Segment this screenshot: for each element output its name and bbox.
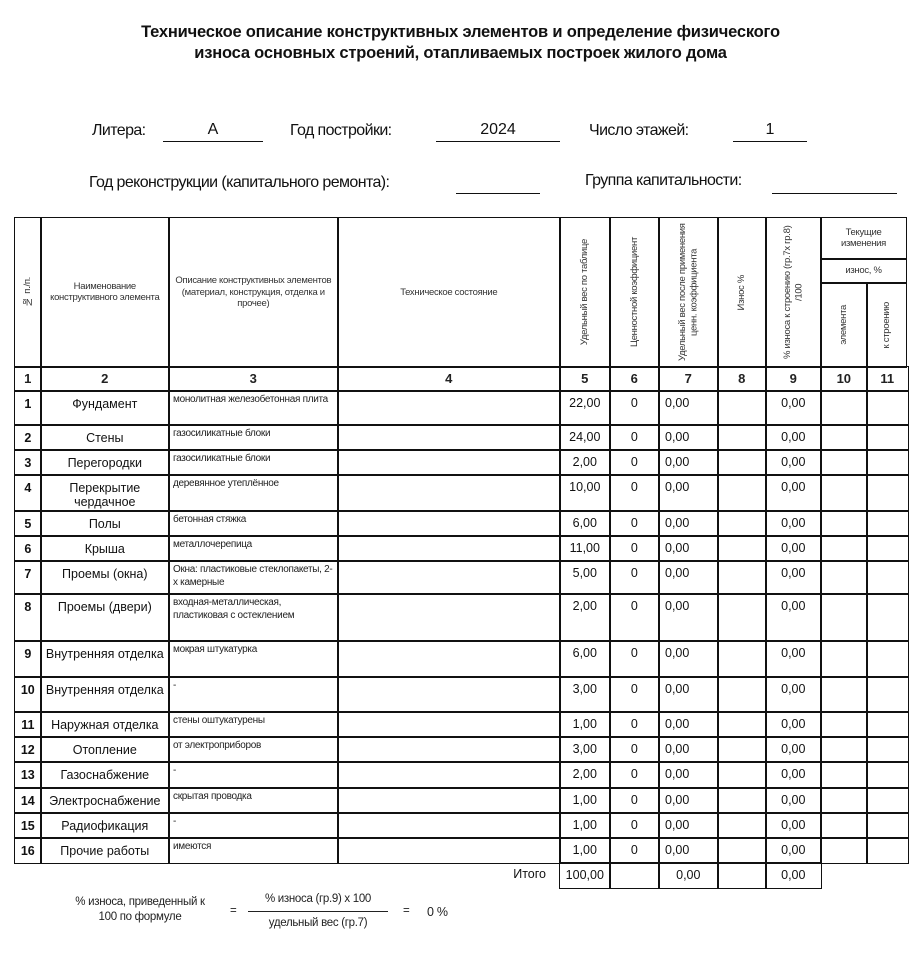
table-cell-specific-weight: 2,00 <box>559 449 611 476</box>
table-cell-building-wear <box>866 593 909 642</box>
table-cell-element-name: Внутренняя отделка <box>40 640 170 678</box>
table-cell-adjusted-weight: 0,00 <box>658 736 719 763</box>
table-cell-building-wear <box>866 560 909 595</box>
table-cell-adjusted-weight: 0,00 <box>658 812 719 839</box>
table-cell-adjusted-weight: 0,00 <box>658 640 719 678</box>
table-cell-wear-to-building: 0,00 <box>765 535 822 562</box>
table-cell-element-wear <box>820 711 868 738</box>
table-cell-building-wear <box>866 711 909 738</box>
total-adjusted-weight: 0,00 <box>658 862 719 889</box>
header-wear-sub: износ, % <box>820 258 907 284</box>
header-description: Описание конструктивных элементов (материал, конструкция, отделка и прочее) <box>168 217 339 368</box>
year-built-field[interactable]: 2024 <box>436 120 560 142</box>
table-cell-wear-percent <box>717 676 767 713</box>
table-cell-wear-to-building: 0,00 <box>765 474 822 512</box>
column-number-specific-weight: 5 <box>559 366 611 392</box>
table-cell-building-wear <box>866 736 909 763</box>
table-cell-row-number: 6 <box>14 535 42 562</box>
table-cell-wear-percent <box>717 474 767 512</box>
table-cell-description: - <box>168 812 339 839</box>
table-cell-wear-percent <box>717 560 767 595</box>
header-element-name: Наименование конструктивного элемента <box>40 217 170 368</box>
table-cell-description: скрытая проводка <box>168 787 339 814</box>
table-cell-adjusted-weight: 0,00 <box>658 676 719 713</box>
table-cell-row-number: 14 <box>14 787 42 814</box>
table-cell-description: бетонная стяжка <box>168 510 339 537</box>
table-cell-element-name: Стены <box>40 424 170 451</box>
table-cell-element-name: Фундамент <box>40 390 170 426</box>
table-cell-wear-to-building: 0,00 <box>765 560 822 595</box>
title-line-1: Техническое описание конструктивных элементов и определение физического <box>141 23 780 41</box>
column-number-adjusted-weight: 7 <box>658 366 719 392</box>
table-cell-value-coefficient: 0 <box>609 787 660 814</box>
table-cell-row-number: 9 <box>14 640 42 678</box>
table-cell-wear-percent <box>717 424 767 451</box>
table-cell-value-coefficient: 0 <box>609 449 660 476</box>
year-built-label: Год постройки: <box>290 122 392 139</box>
table-cell-building-wear <box>866 535 909 562</box>
litera-field[interactable]: А <box>163 120 263 142</box>
column-number-element-wear: 10 <box>820 366 868 392</box>
table-cell-specific-weight: 1,00 <box>559 711 611 738</box>
table-cell-description: газосиликатные блоки <box>168 424 339 451</box>
table-cell-description: металлочерепица <box>168 535 339 562</box>
table-cell-wear-percent <box>717 787 767 814</box>
table-cell-value-coefficient: 0 <box>609 812 660 839</box>
floors-field[interactable]: 1 <box>733 120 807 142</box>
table-cell-row-number: 15 <box>14 812 42 839</box>
table-cell-description: имеются <box>168 837 339 864</box>
table-cell-element-wear <box>820 424 868 451</box>
table-cell-value-coefficient: 0 <box>609 837 660 864</box>
table-cell-element-wear <box>820 510 868 537</box>
table-cell-element-name: Электроснабжение <box>40 787 170 814</box>
table-cell-row-number: 12 <box>14 736 42 763</box>
table-cell-value-coefficient: 0 <box>609 510 660 537</box>
table-cell-value-coefficient: 0 <box>609 474 660 512</box>
table-cell-element-wear <box>820 390 868 426</box>
table-cell-value-coefficient: 0 <box>609 711 660 738</box>
header-row-number: № п./п. <box>14 217 42 368</box>
table-cell-element-name: Крыша <box>40 535 170 562</box>
table-cell-technical-state[interactable] <box>337 510 561 537</box>
table-cell-value-coefficient: 0 <box>609 593 660 642</box>
table-cell-row-number: 11 <box>14 711 42 738</box>
table-cell-specific-weight: 1,00 <box>559 837 611 864</box>
table-cell-adjusted-weight: 0,00 <box>658 787 719 814</box>
table-cell-specific-weight: 24,00 <box>559 424 611 451</box>
column-number-wear-to-building: 9 <box>765 366 822 392</box>
table-cell-element-name: Перекрытие чердачное <box>40 474 170 512</box>
fraction-line <box>248 911 388 912</box>
total-wear-percent <box>717 862 767 889</box>
table-cell-element-name: Перегородки <box>40 449 170 476</box>
table-cell-element-name: Проемы (двери) <box>40 593 170 642</box>
table-cell-technical-state[interactable] <box>337 711 561 738</box>
table-cell-wear-percent <box>717 449 767 476</box>
formula-label <box>60 896 220 923</box>
table-cell-description: - <box>168 761 339 789</box>
table-cell-building-wear <box>866 837 909 864</box>
litera-label: Литера: <box>92 122 146 139</box>
table-cell-specific-weight: 11,00 <box>559 535 611 562</box>
table-cell-value-coefficient: 0 <box>609 761 660 789</box>
table-cell-description: деревянное утеплённое <box>168 474 339 512</box>
table-cell-technical-state[interactable] <box>337 787 561 814</box>
table-cell-wear-percent <box>717 761 767 789</box>
table-cell-wear-to-building: 0,00 <box>765 711 822 738</box>
table-cell-wear-to-building: 0,00 <box>765 449 822 476</box>
table-cell-technical-state[interactable] <box>337 736 561 763</box>
table-cell-row-number: 4 <box>14 474 42 512</box>
column-number-building-wear: 11 <box>866 366 909 392</box>
table-cell-wear-to-building: 0,00 <box>765 837 822 864</box>
table-cell-row-number: 7 <box>14 560 42 595</box>
table-cell-building-wear <box>866 510 909 537</box>
table-cell-building-wear <box>866 812 909 839</box>
column-number-description: 3 <box>168 366 339 392</box>
table-cell-description: монолитная железобетонная плита <box>168 390 339 426</box>
table-cell-wear-percent <box>717 736 767 763</box>
table-cell-element-wear <box>820 676 868 713</box>
table-cell-technical-state[interactable] <box>337 449 561 476</box>
header-wear-percent: Износ % <box>717 217 767 368</box>
table-cell-wear-to-building: 0,00 <box>765 761 822 789</box>
table-cell-building-wear <box>866 424 909 451</box>
table-cell-wear-percent <box>717 390 767 426</box>
table-cell-element-wear <box>820 535 868 562</box>
table-cell-adjusted-weight: 0,00 <box>658 424 719 451</box>
table-cell-adjusted-weight: 0,00 <box>658 711 719 738</box>
equals-sign-2: = <box>403 905 410 917</box>
table-cell-element-wear <box>820 640 868 678</box>
equals-sign-1: = <box>230 905 237 917</box>
table-cell-technical-state[interactable] <box>337 535 561 562</box>
table-cell-value-coefficient: 0 <box>609 676 660 713</box>
formula-label-line-1: % износа, приведенный к <box>75 896 205 908</box>
table-cell-element-wear <box>820 837 868 864</box>
table-cell-element-wear <box>820 560 868 595</box>
table-cell-element-name: Отопление <box>40 736 170 763</box>
formula-numerator: % износа (гр.9) х 100 <box>264 893 372 905</box>
table-cell-building-wear <box>866 640 909 678</box>
table-cell-adjusted-weight: 0,00 <box>658 560 719 595</box>
table-cell-technical-state[interactable] <box>337 593 561 642</box>
table-cell-wear-percent <box>717 510 767 537</box>
table-cell-wear-percent <box>717 711 767 738</box>
formula-result: 0 % <box>427 905 448 919</box>
table-cell-value-coefficient: 0 <box>609 535 660 562</box>
table-cell-building-wear <box>866 761 909 789</box>
table-cell-value-coefficient: 0 <box>609 424 660 451</box>
table-cell-building-wear <box>866 474 909 512</box>
table-cell-technical-state[interactable] <box>337 640 561 678</box>
table-cell-wear-to-building: 0,00 <box>765 812 822 839</box>
table-cell-building-wear <box>866 449 909 476</box>
header-current-changes: Текущие изменения <box>820 217 907 260</box>
table-cell-adjusted-weight: 0,00 <box>658 535 719 562</box>
table-cell-row-number: 13 <box>14 761 42 789</box>
header-adjusted-weight: Удельный вес после применения ценн. коэффициента <box>658 217 719 368</box>
table-cell-adjusted-weight: 0,00 <box>658 474 719 512</box>
table-cell-element-name: Проемы (окна) <box>40 560 170 595</box>
table-cell-element-name: Радиофикация <box>40 812 170 839</box>
table-cell-building-wear <box>866 676 909 713</box>
table-cell-technical-state[interactable] <box>337 837 561 864</box>
table-cell-element-wear <box>820 761 868 789</box>
table-cell-adjusted-weight: 0,00 <box>658 449 719 476</box>
table-cell-element-wear <box>820 812 868 839</box>
header-technical-state: Техническое состояние <box>337 217 561 368</box>
total-wear-to-building: 0,00 <box>765 862 822 889</box>
table-cell-building-wear <box>866 787 909 814</box>
table-cell-element-name: Прочие работы <box>40 837 170 864</box>
table-cell-element-name: Газоснабжение <box>40 761 170 789</box>
table-cell-value-coefficient: 0 <box>609 736 660 763</box>
table-cell-element-wear <box>820 593 868 642</box>
table-cell-row-number: 3 <box>14 449 42 476</box>
table-cell-row-number: 1 <box>14 390 42 426</box>
header-wear-to-building: % износа к строению (гр.7х гр.8) /100 <box>765 217 822 368</box>
total-specific-weight: 100,00 <box>559 862 611 889</box>
table-cell-wear-to-building: 0,00 <box>765 510 822 537</box>
table-cell-specific-weight: 2,00 <box>559 593 611 642</box>
table-cell-specific-weight: 6,00 <box>559 510 611 537</box>
table-cell-row-number: 8 <box>14 593 42 642</box>
table-cell-specific-weight: 6,00 <box>559 640 611 678</box>
table-cell-adjusted-weight: 0,00 <box>658 593 719 642</box>
table-cell-description: - <box>168 676 339 713</box>
table-cell-technical-state[interactable] <box>337 474 561 512</box>
total-label: Итого <box>513 867 546 881</box>
table-cell-specific-weight: 3,00 <box>559 676 611 713</box>
table-cell-wear-percent <box>717 837 767 864</box>
table-cell-description: входная-металлическая, пластиковая с остеклением <box>168 593 339 642</box>
table-cell-wear-to-building: 0,00 <box>765 424 822 451</box>
table-cell-description: Окна: пластиковые стеклопакеты, 2-х камерные <box>168 560 339 595</box>
table-cell-specific-weight: 3,00 <box>559 736 611 763</box>
table-cell-specific-weight: 5,00 <box>559 560 611 595</box>
table-cell-wear-percent <box>717 640 767 678</box>
table-cell-adjusted-weight: 0,00 <box>658 761 719 789</box>
table-cell-wear-percent <box>717 593 767 642</box>
table-cell-specific-weight: 2,00 <box>559 761 611 789</box>
table-cell-wear-to-building: 0,00 <box>765 787 822 814</box>
table-cell-element-wear <box>820 787 868 814</box>
table-cell-row-number: 10 <box>14 676 42 713</box>
title-line-2: износа основных строений, отапливаемых построек жилого дома <box>194 44 727 62</box>
header-element-wear: элемента <box>820 282 868 368</box>
table-cell-wear-to-building: 0,00 <box>765 640 822 678</box>
table-cell-specific-weight: 22,00 <box>559 390 611 426</box>
column-number-element-name: 2 <box>40 366 170 392</box>
reconstruction-label: Год реконструкции (капитального ремонта): <box>89 174 390 191</box>
column-number-row-number: 1 <box>14 366 42 392</box>
table-cell-wear-percent <box>717 812 767 839</box>
table-cell-value-coefficient: 0 <box>609 560 660 595</box>
table-cell-element-wear <box>820 449 868 476</box>
table-cell-wear-to-building: 0,00 <box>765 736 822 763</box>
table-cell-description: от электроприборов <box>168 736 339 763</box>
table-cell-specific-weight: 10,00 <box>559 474 611 512</box>
table-cell-element-name: Полы <box>40 510 170 537</box>
table-cell-specific-weight: 1,00 <box>559 812 611 839</box>
table-cell-wear-to-building: 0,00 <box>765 676 822 713</box>
column-number-wear-percent: 8 <box>717 366 767 392</box>
table-cell-description: стены оштукатурены <box>168 711 339 738</box>
floors-label: Число этажей: <box>589 122 689 139</box>
table-cell-adjusted-weight: 0,00 <box>658 837 719 864</box>
table-cell-adjusted-weight: 0,00 <box>658 390 719 426</box>
table-cell-technical-state[interactable] <box>337 761 561 789</box>
table-cell-value-coefficient: 0 <box>609 640 660 678</box>
table-cell-element-wear <box>820 736 868 763</box>
table-cell-technical-state[interactable] <box>337 676 561 713</box>
total-value-coefficient <box>609 862 660 889</box>
table-cell-technical-state[interactable] <box>337 390 561 426</box>
formula-denominator: удельный вес (гр.7) <box>268 917 368 929</box>
header-building-wear: к строению <box>866 282 907 368</box>
capital-group-label: Группа капитальности: <box>585 172 742 189</box>
table-cell-building-wear <box>866 390 909 426</box>
table-cell-technical-state[interactable] <box>337 812 561 839</box>
table-cell-specific-weight: 1,00 <box>559 787 611 814</box>
formula-label-line-2: 100 по формуле <box>98 911 182 923</box>
table-cell-row-number: 5 <box>14 510 42 537</box>
table-cell-adjusted-weight: 0,00 <box>658 510 719 537</box>
header-value-coefficient: Ценностной коэффициент <box>609 217 660 368</box>
table-cell-technical-state[interactable] <box>337 424 561 451</box>
table-cell-wear-to-building: 0,00 <box>765 593 822 642</box>
table-cell-description: газосиликатные блоки <box>168 449 339 476</box>
table-cell-element-wear <box>820 474 868 512</box>
table-cell-element-name: Наружная отделка <box>40 711 170 738</box>
column-number-technical-state: 4 <box>337 366 561 392</box>
table-cell-element-name: Внутренняя отделка <box>40 676 170 713</box>
table-cell-technical-state[interactable] <box>337 560 561 595</box>
table-cell-row-number: 2 <box>14 424 42 451</box>
table-cell-wear-percent <box>717 535 767 562</box>
header-specific-weight: Удельный вес по таблице <box>559 217 611 368</box>
table-cell-description: мокрая штукатурка <box>168 640 339 678</box>
column-number-value-coefficient: 6 <box>609 366 660 392</box>
table-cell-wear-to-building: 0,00 <box>765 390 822 426</box>
table-cell-row-number: 16 <box>14 837 42 864</box>
table-cell-value-coefficient: 0 <box>609 390 660 426</box>
